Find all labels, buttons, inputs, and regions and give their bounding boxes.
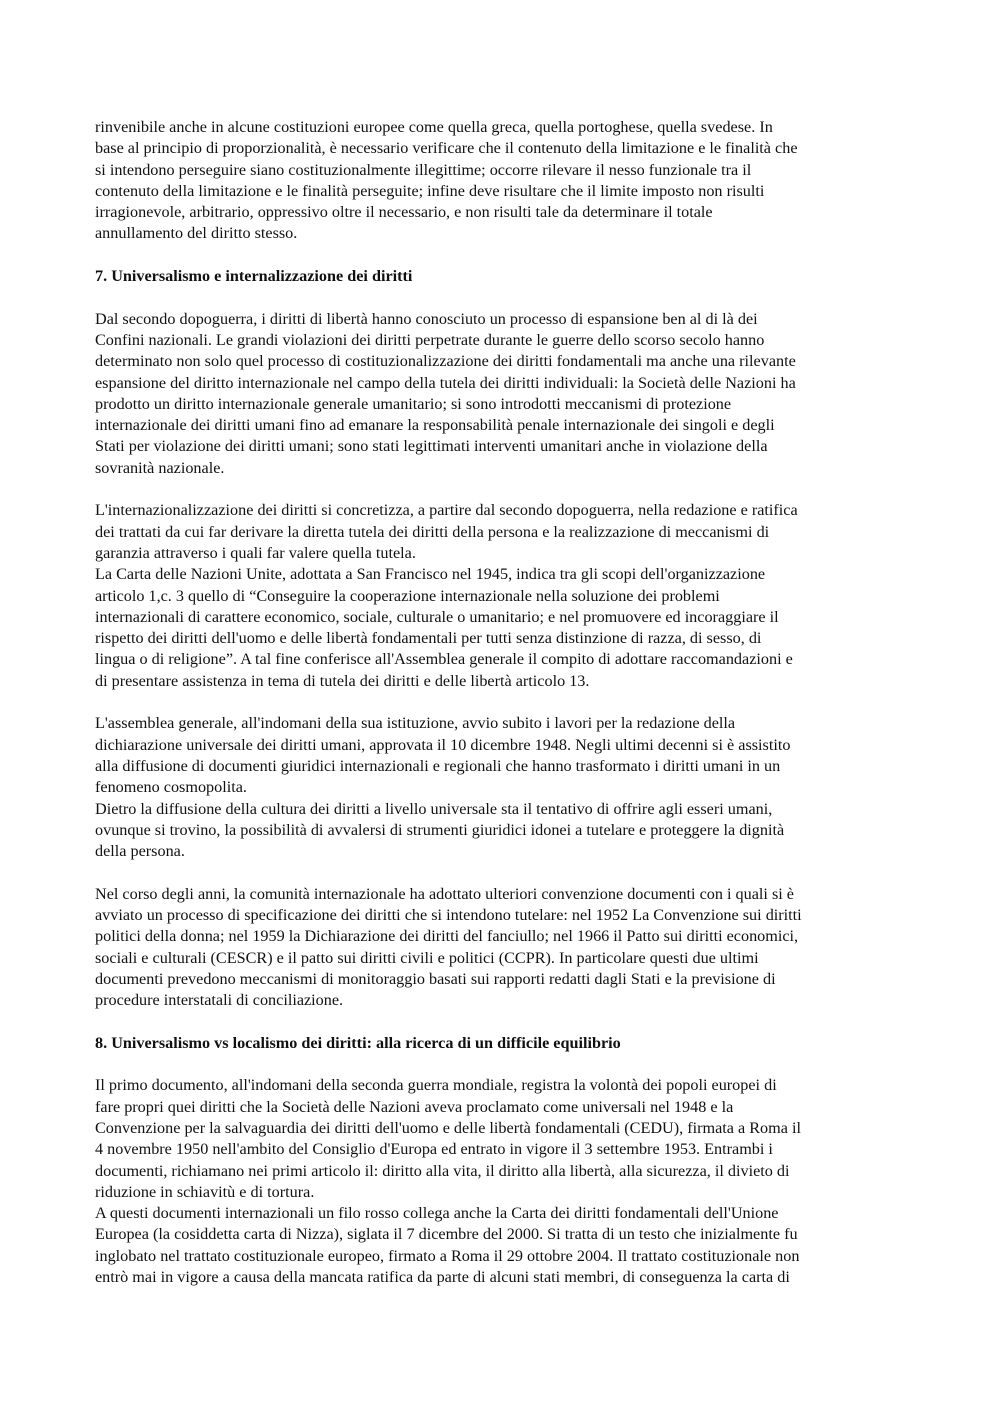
text-line: L'internazionalizzazione dei diritti si concretizza, a partire dal secondo dopoguerra, nella redazione e ratifica <box>95 501 798 520</box>
text-line: rispetto dei diritti dell'uomo e delle libertà fondamentali per tutti senza distinzione di razza, di sesso, di <box>95 629 762 648</box>
text-line: Nel corso degli anni, la comunità internazionale ha adottato ulteriori convenzione documenti con i quali si è <box>95 884 794 903</box>
text-line: garanzia attraverso i quali far valere quella tutela. <box>95 543 416 562</box>
text-line: irragionevole, arbitrario, oppressivo oltre il necessario, e non risulti tale da determinare il totale <box>95 203 713 222</box>
text-line: internazionale dei diritti umani fino ad emanare la responsabilità penale internazionale dei singoli e degli <box>95 416 775 435</box>
text-line: Dietro la diffusione della cultura dei diritti a livello universale sta il tentativo di offrire agli esseri umani, <box>95 799 773 818</box>
text-line: determinato non solo quel processo di costituzionalizzazione dei diritti fondamentali ma anche una rilevante <box>95 352 796 371</box>
text-line: L'assemblea generale, all'indomani della sua istituzione, avvio subito i lavori per la redazione della <box>95 714 736 733</box>
text-line: Europea (la cosiddetta carta di Nizza), siglata il 7 dicembre del 2000. Si tratta di un testo che inizialmente fu <box>95 1225 798 1244</box>
text-line: fenomeno cosmopolita. <box>95 778 247 797</box>
text-line: si intendono perseguire siano costituzionalmente illegittime; occorre rilevare il nesso funzionale tra il <box>95 160 752 179</box>
paragraph-primo-documento <box>95 1075 910 1288</box>
text-line: entrò mai in vigore a causa della mancata ratifica da parte di alcuni stati membri, di conseguenza la carta di <box>95 1268 790 1287</box>
text-line: ovunque si trovino, la possibilità di avvalersi di strumenti giuridici idonei a tutelare e proteggere la dignità <box>95 820 785 839</box>
text-line: sovranità nazionale. <box>95 458 225 477</box>
text-line: Dal secondo dopoguerra, i diritti di libertà hanno conosciuto un processo di espansione ben al di là dei <box>95 309 758 328</box>
text-line: Il primo documento, all'indomani della seconda guerra mondiale, registra la volontà dei popoli europei di <box>95 1076 777 1095</box>
paragraph-assemblea-generale <box>95 713 910 862</box>
text-line: dichiarazione universale dei diritti umani, approvata il 10 dicembre 1948. Negli ultimi decenni si è assistito <box>95 735 791 754</box>
text-line: articolo 1,c. 3 quello di “Conseguire la cooperazione internazionale nella soluzione dei problemi <box>95 586 720 605</box>
text-line: di presentare assistenza in tema di tutela dei diritti e delle libertà articolo 13. <box>95 671 590 690</box>
paragraph-comunita-internazionale <box>95 884 910 1012</box>
text-line: Confini nazionali. Le grandi violazioni dei diritti perpetrate durante le guerre dello scorso secolo hanno <box>95 330 765 349</box>
text-line: alla diffusione di documenti giuridici internazionali e regionali che hanno trasformato i diritti umani in un <box>95 756 781 775</box>
text-line: politici della donna; nel 1959 la Dichiarazione dei diritti del fanciullo; nel 1966 il Patto sui diritti economici, <box>95 927 799 946</box>
paragraph-internazionalizzazione <box>95 500 910 692</box>
text-line: della persona. <box>95 842 185 861</box>
section-heading-7: 7. Universalismo e internalizzazione dei diritti <box>95 267 413 286</box>
text-line: base al principio di proporzionalità, è necessario verificare che il contenuto della limitazione e le finalità che <box>95 139 798 158</box>
document-page <box>95 117 910 1288</box>
text-line: riduzione in schiavitù e di tortura. <box>95 1182 315 1201</box>
text-line: La Carta delle Nazioni Unite, adottata a San Francisco nel 1945, indica tra gli scopi dell'organizzazione <box>95 565 766 584</box>
text-line: rinvenibile anche in alcune costituzioni europee come quella greca, quella portoghese, quella svedese. In <box>95 118 773 136</box>
text-line: contenuto della limitazione e le finalità perseguite; infine deve risultare che il limite imposto non risulti <box>95 181 765 200</box>
paragraph-intro <box>95 117 910 245</box>
text-line: Convenzione per la salvaguardia dei diritti dell'uomo e delle libertà fondamentali (CEDU), firmata a Roma il <box>95 1118 801 1137</box>
paragraph-dopoguerra <box>95 309 910 479</box>
text-line: A questi documenti internazionali un filo rosso collega anche la Carta dei diritti fondamentali dell'Unione <box>95 1204 779 1223</box>
text-line: prodotto un diritto internazionale generale umanitario; si sono introdotti meccanismi di protezione <box>95 394 732 413</box>
text-line: documenti prevedono meccanismi di monitoraggio basati sui rapporti redatti dagli Stati e la previsione di <box>95 969 776 988</box>
text-line: fare propri quei diritti che la Società delle Nazioni aveva proclamato come universali nel 1948 e la <box>95 1097 734 1116</box>
text-line: annullamento del diritto stesso. <box>95 224 298 243</box>
text-line: 4 novembre 1950 nell'ambito del Consiglio d'Europa ed entrato in vigore il 3 settembre 1953. Entrambi i <box>95 1140 773 1159</box>
text-line: lingua o di religione”. A tal fine conferisce all'Assemblea generale il compito di adottare raccomandazioni e <box>95 650 793 669</box>
text-line: sociali e culturali (CESCR) e il patto sui diritti civili e politici (CCPR). In particolare questi due ultimi <box>95 948 759 967</box>
text-line: Stati per violazione dei diritti umani; sono stati legittimati interventi umanitari anche in violazione della <box>95 437 768 456</box>
text-line: dei trattati da cui far derivare la diretta tutela dei diritti della persona e la realizzazione di meccanismi di <box>95 522 770 541</box>
text-line: espansione del diritto internazionale nel campo della tutela dei diritti individuali: la Società delle Nazioni ha <box>95 373 796 392</box>
text-line: documenti, richiamano nei primi articolo il: diritto alla vita, il diritto alla libertà, alla sicurezza, il divieto di <box>95 1161 790 1180</box>
section-heading-8: 8. Universalismo vs localismo dei diritti: alla ricerca di un difficile equilibrio <box>95 1033 621 1052</box>
text-line: avviato un processo di specificazione dei diritti che si intendono tutelare: nel 1952 La Convenzione sui diritti <box>95 905 802 924</box>
text-line: procedure interstatali di conciliazione. <box>95 991 344 1010</box>
text-line: internazionali di carattere economico, sociale, culturale o umanitario; e nel promuovere ed incoraggiare il <box>95 607 779 626</box>
text-line: inglobato nel trattato costituzionale europeo, firmato a Roma il 29 ottobre 2004. Il trattato costituzionale non <box>95 1246 800 1265</box>
